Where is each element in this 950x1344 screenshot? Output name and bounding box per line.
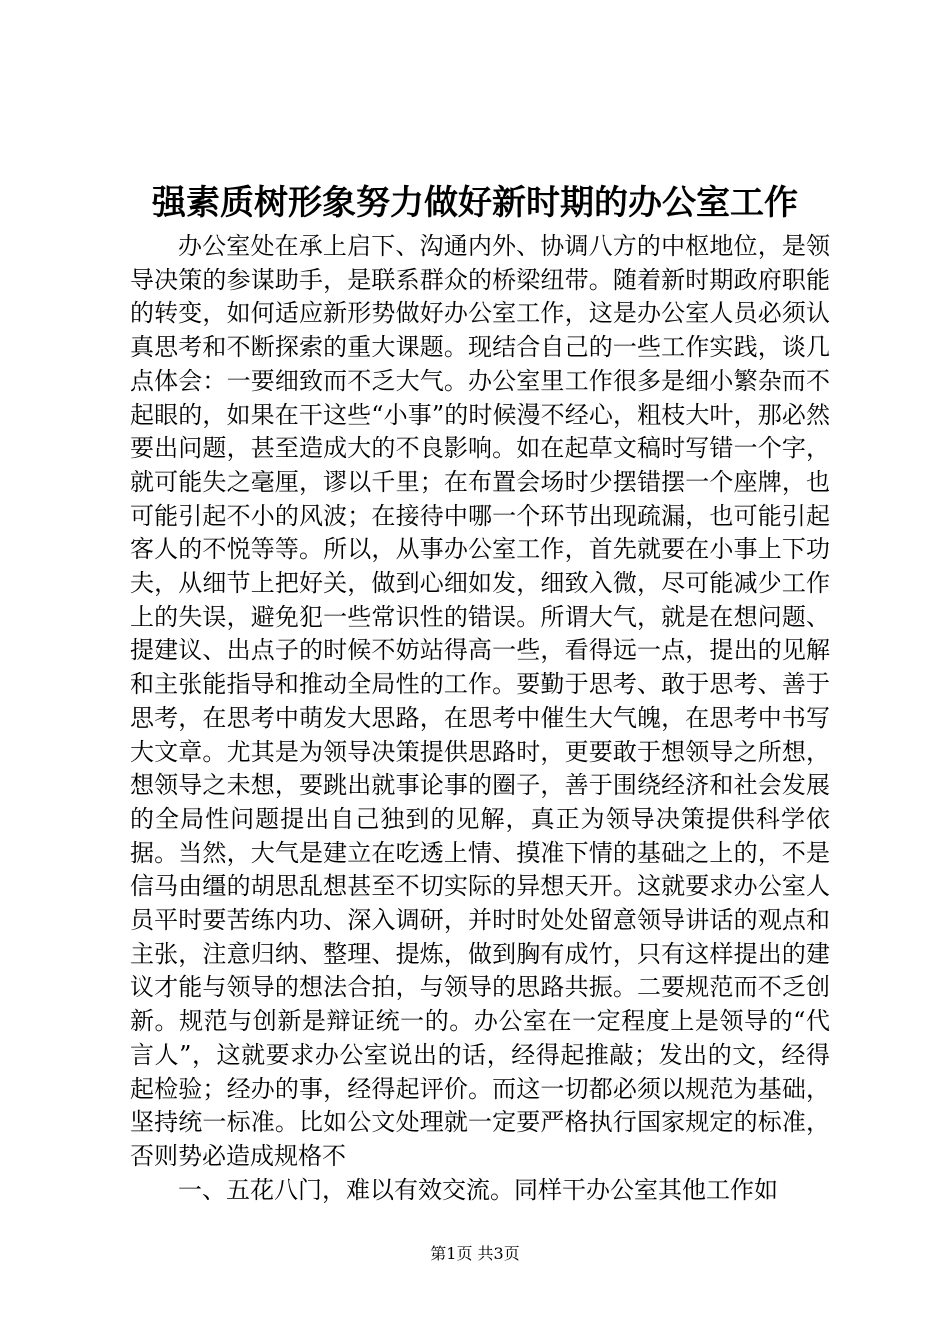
document-title: 强素质树形象努力做好新时期的办公室工作 (152, 183, 798, 223)
document-body (130, 230, 830, 1207)
page-number-footer: 第1页 共3页 (430, 1244, 520, 1263)
paragraph-1: 办公室处在承上启下、沟通内外、协调八方的中枢地位，是领导决策的参谋助手，是联系群众的桥梁纽带。随着新时期政府职能的转变，如何适应新形势做好办公室工作，这是办公室人员必须认真思考和不断探索的重大课题。现结合自己的一些工作实践，谈几点体会：一要细致而不乏大气。办公室里工作很多是细小繁杂而不起眼的，如果在干这些“小事”的时候漫不经心，粗枝大叶，那必然要出问题，甚至造成大的不良影响。如在起草文稿时写错一个字，就可能失之毫厘，谬以千里；在布置会场时少摆错摆一个座牌，也可能引起不小的风波；在接待中哪一个环节出现疏漏，也可能引起客人的不悦等等。所以，从事办公室工作，首先就要在小事上下功夫，从细节上把好关，做到心细如发，细致入微，尽可能减少工作上的失误，避免犯一些常识性的错误。所谓大气，就是在想问题、提建议、出点子的时候不妨站得高一些，看得远一点，提出的见解和主张能指导和推动全局性的工作。要勤于思考、敢于思考、善于思考，在思考中萌发大思路，在思考中催生大气魄，在思考中书写大文章。尤其是为领导决策提供思路时，更要敢于想领导之所想，想领导之未想，要跳出就事论事的圈子，善于围绕经济和社会发展的全局性问题提出自己独到的见解，真正为领导决策提供科学依据。当然，大气是建立在吃透上情、摸准下情的基础之上的，不是信马由缰的胡思乱想甚至不切实际的异想天开。这就要求办公室人员平时要苦练内功、深入调研，并时时处处留意领导讲话的观点和主张，注意归纳、整理、提炼，做到胸有成竹，只有这样提出的建议才能与领导的想法合拍，与领导的思路共振。二要规范而不乏创新。规范与创新是辩证统一的。办公室在一定程度上是领导的“代言人”，这就要求办公室说出的话，经得起推敲；发出的文，经得起检验；经办的事，经得起评价。而这一切都必须以规范为基础，坚持统一标准。比如公文处理就一定要严格执行国家规定的标准，否则势必造成规格不 (130, 232, 830, 1170)
paragraph-2: 一、五花八门，难以有效交流。同样干办公室其他工作如 (178, 1175, 778, 1204)
